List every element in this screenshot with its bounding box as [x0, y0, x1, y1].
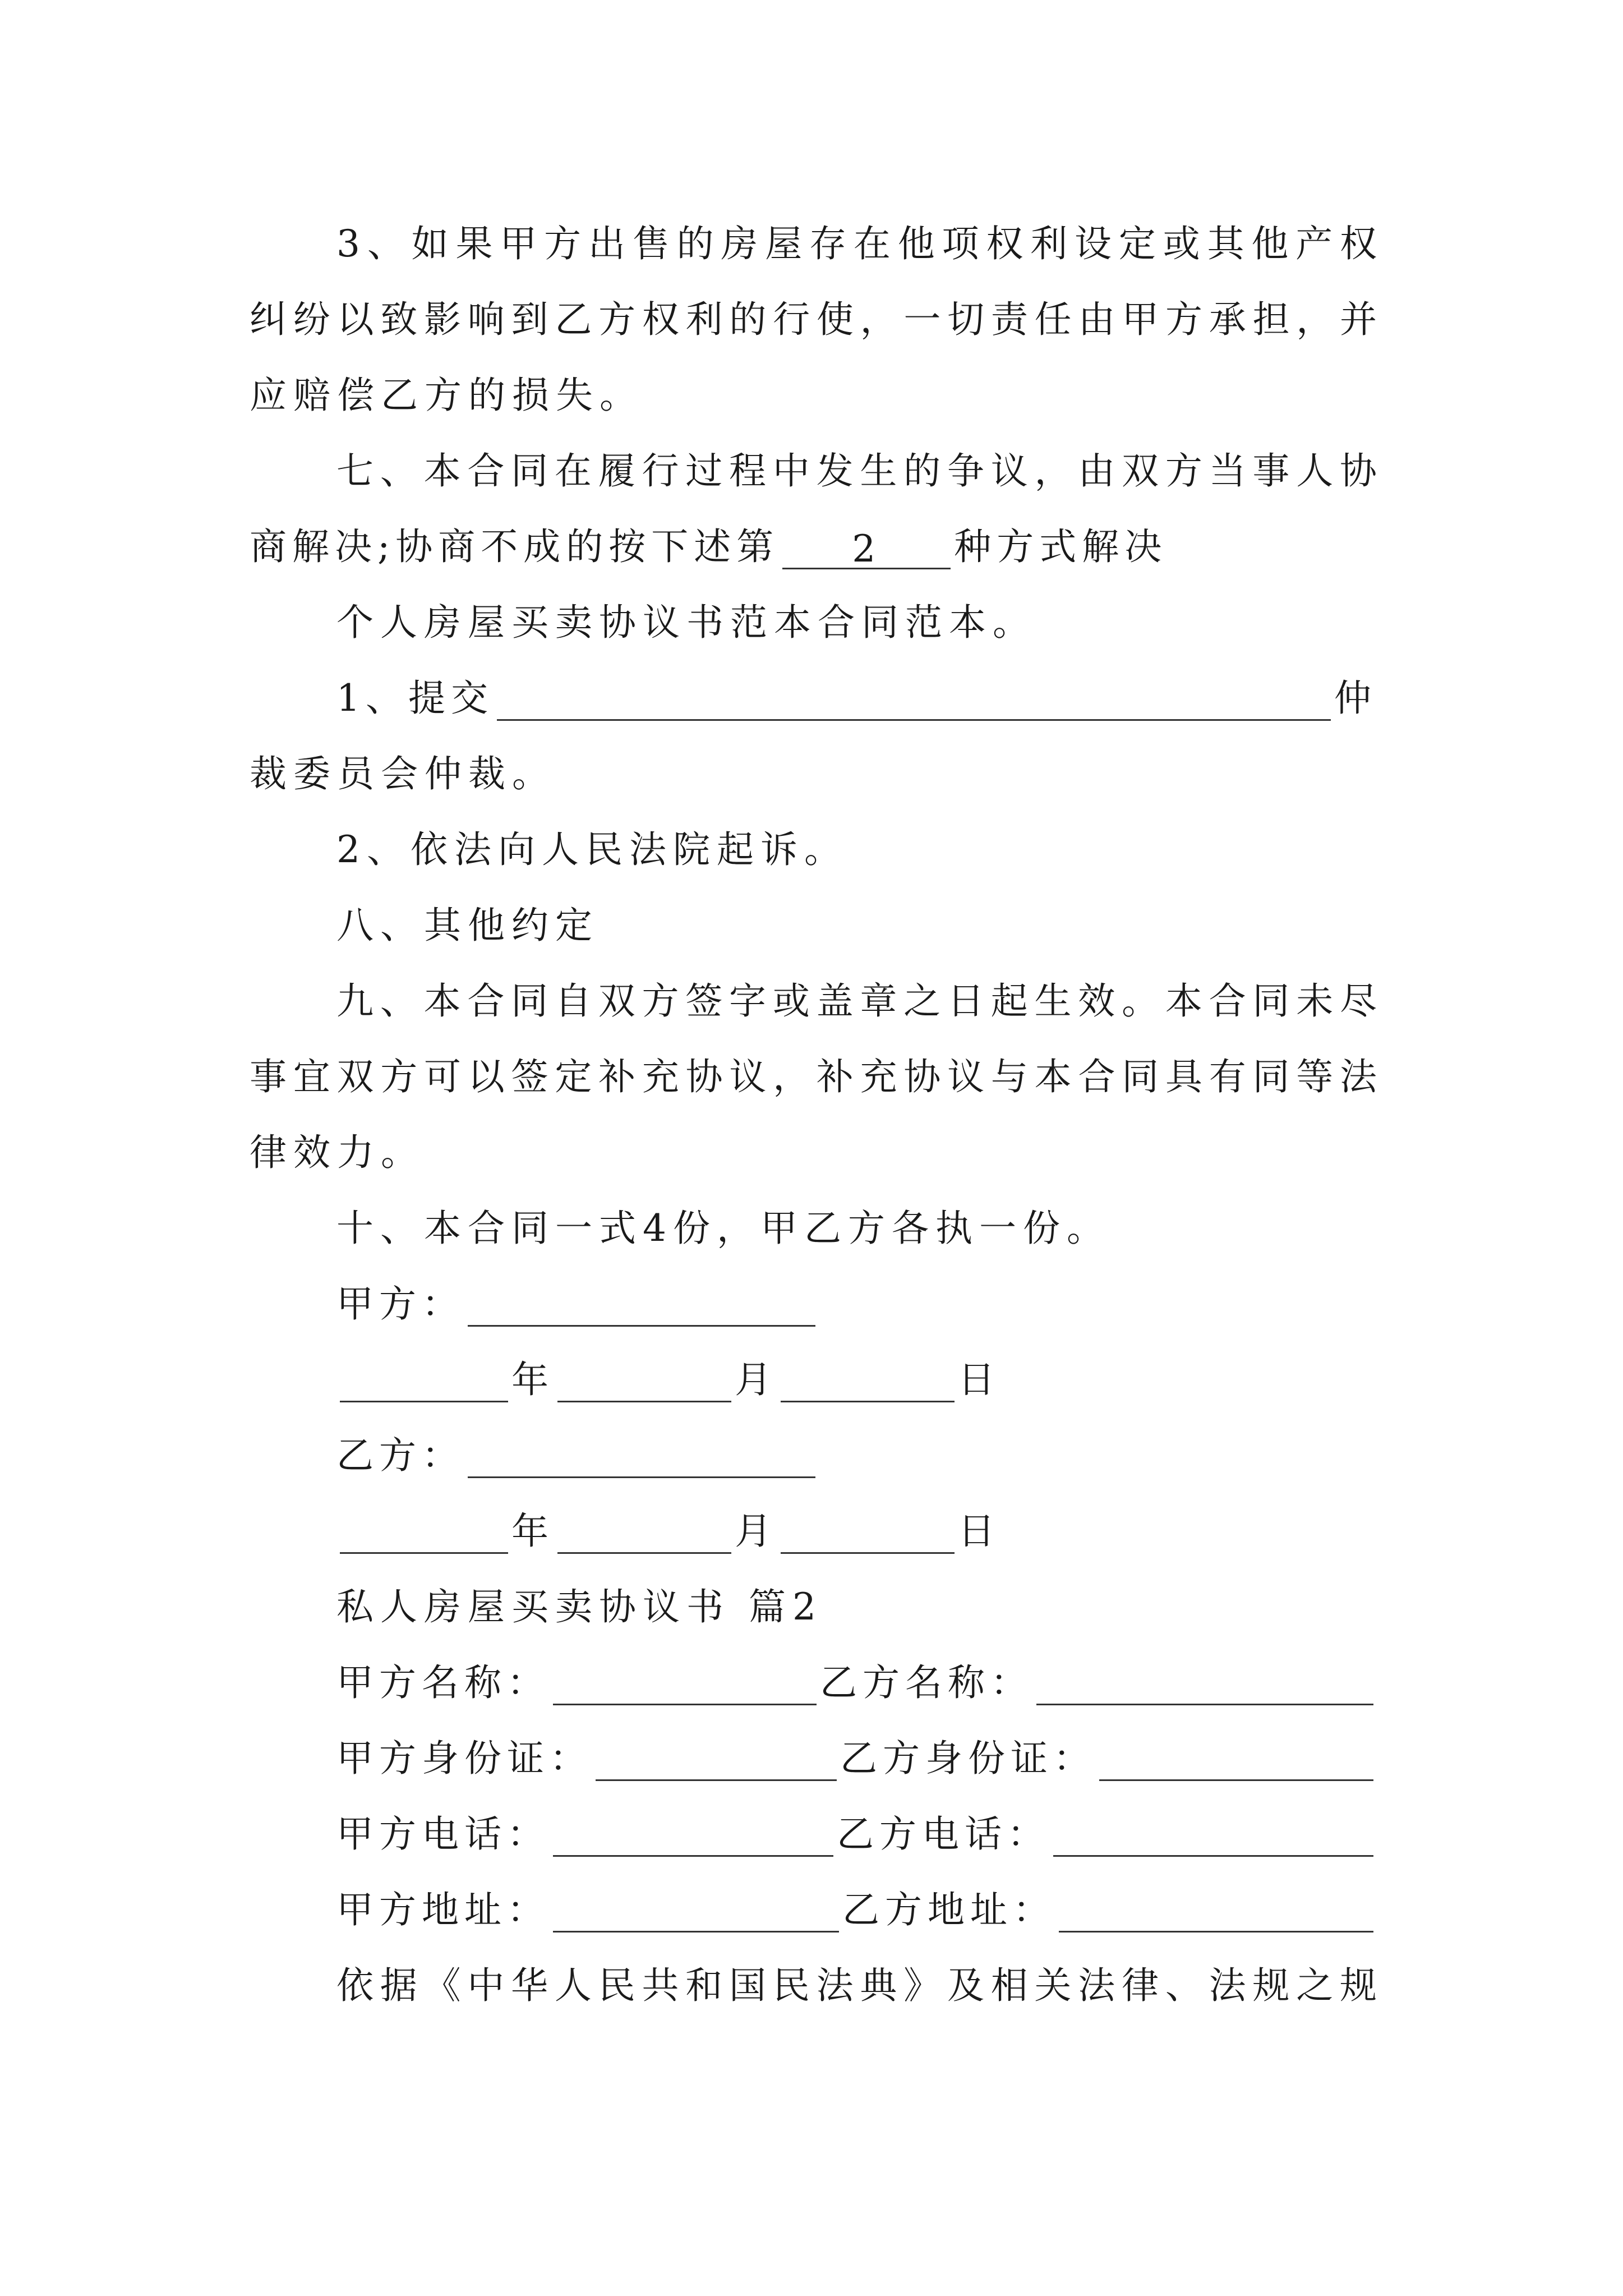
party-b-phone-label: 乙方电话：	[837, 1812, 1050, 1856]
party-b-date-line	[336, 1509, 1377, 1554]
clause-7-line-1: 七、本合同在履行过程中发生的争议，由双方当事人协	[336, 449, 1377, 493]
phone-row	[336, 1812, 1377, 1857]
month-label: 月	[735, 1358, 777, 1401]
name-row	[336, 1660, 1377, 1705]
address-row	[336, 1888, 1377, 1932]
party-b-phone-blank	[1053, 1821, 1373, 1857]
party-a-name-blank	[553, 1670, 817, 1705]
day-label: 日	[958, 1358, 1000, 1401]
clause-7-text-after: 种方式解决	[954, 525, 1168, 568]
party-b-month-blank	[557, 1519, 731, 1554]
year-label: 年	[511, 1358, 554, 1401]
party-b-address-label: 乙方地址：	[842, 1888, 1055, 1931]
option-1-line-2: 裁委员会仲裁。	[250, 752, 556, 795]
party-b-id-blank	[1099, 1746, 1373, 1781]
dispute-method-value: 2	[852, 527, 882, 570]
party-a-day-blank	[781, 1367, 955, 1402]
party-b-id-label: 乙方身份证：	[840, 1737, 1096, 1780]
party-a-month-blank	[557, 1367, 731, 1402]
party-a-date-line	[336, 1358, 1377, 1402]
id-row	[336, 1736, 1377, 1781]
day-label: 日	[958, 1510, 1000, 1553]
party-a-year-blank	[340, 1367, 508, 1402]
party-a-address-label: 甲方地址：	[336, 1888, 550, 1931]
party-a-name-label: 甲方名称：	[336, 1661, 550, 1704]
party-a-id-blank	[596, 1746, 837, 1781]
party-b-name-label: 乙方名称：	[820, 1661, 1033, 1704]
party-b-year-blank	[340, 1519, 508, 1554]
section-2-title: 私人房屋买卖协议书 篇2	[336, 1585, 823, 1628]
arbitration-blank	[497, 685, 1331, 721]
clause-9-line-2: 事宜双方可以签定补充协议，补充协议与本合同具有同等法	[250, 1055, 1377, 1098]
party-a-blank	[468, 1291, 815, 1327]
party-a-id-label: 甲方身份证：	[336, 1737, 592, 1780]
party-a-label: 甲方：	[336, 1282, 464, 1326]
party-b-address-blank	[1059, 1897, 1373, 1932]
clause-3-line-2: 纠纷以致影响到乙方权利的行使，一切责任由甲方承担，并	[250, 298, 1377, 341]
party-a-signature-line	[336, 1282, 1377, 1327]
month-label: 月	[735, 1510, 777, 1553]
option-2-line: 2、依法向人民法院起诉。	[336, 828, 848, 871]
clause-7-line-2	[250, 524, 1377, 569]
clause-10: 十、本合同一式4份，甲乙方各执一份。	[336, 1207, 1110, 1250]
party-b-label: 乙方：	[336, 1434, 464, 1477]
clause-9-line-1: 九、本合同自双方签字或盖章之日起生效。本合同未尽	[336, 979, 1377, 1023]
option-1-suffix: 仲	[1334, 677, 1377, 720]
party-b-signature-line	[336, 1433, 1377, 1478]
template-title-line: 个人房屋买卖协议书范本合同范本。	[336, 601, 1036, 644]
clause-3-line-1: 3、如果甲方出售的房屋存在他项权利设定或其他产权	[336, 222, 1377, 265]
party-a-address-blank	[553, 1897, 839, 1932]
dispute-method-blank	[782, 527, 951, 570]
party-b-name-blank	[1036, 1670, 1373, 1705]
year-label: 年	[511, 1510, 554, 1553]
party-a-phone-label: 甲方电话：	[336, 1812, 550, 1856]
party-a-phone-blank	[553, 1821, 833, 1857]
clause-9-line-3: 律效力。	[250, 1131, 425, 1174]
party-b-blank	[468, 1443, 815, 1478]
clause-8: 八、其他约定	[336, 904, 599, 947]
option-1-line-1	[336, 676, 1377, 721]
clause-7-text-before: 商解决;协商不成的按下述第	[250, 525, 780, 568]
party-b-day-blank	[781, 1519, 955, 1554]
option-1-text: 1、提交	[336, 677, 494, 720]
clause-3-line-3: 应赔偿乙方的损失。	[250, 374, 643, 417]
legal-basis-line: 依据《中华人民共和国民法典》及相关法律、法规之规	[336, 1964, 1377, 2007]
